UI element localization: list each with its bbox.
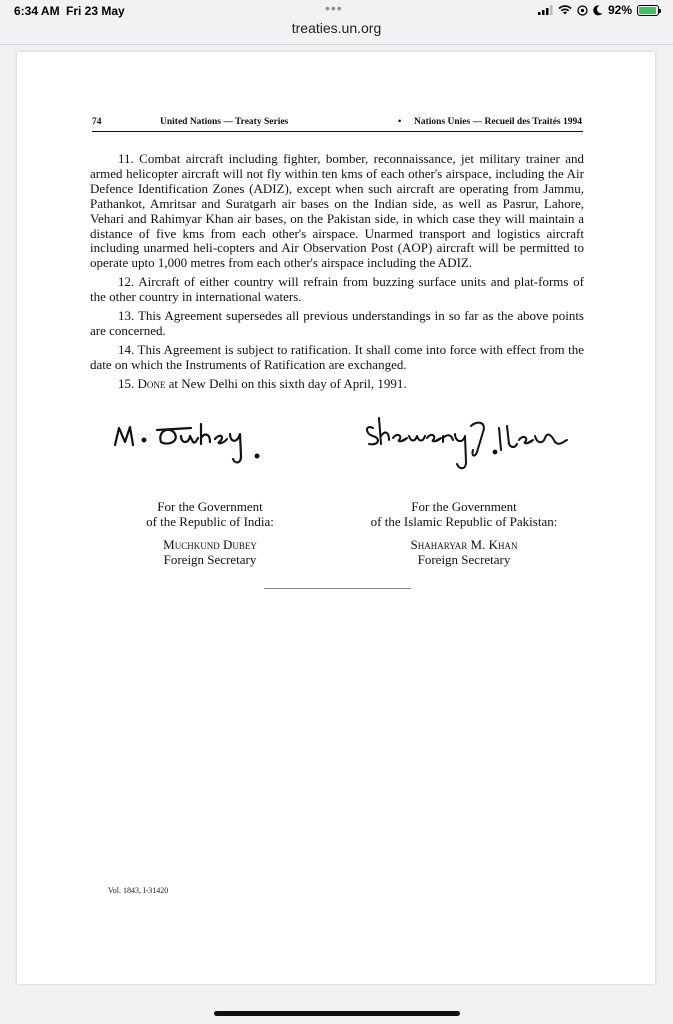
india-signatory-title: Foreign Secretary <box>163 551 257 567</box>
status-date: Fri 23 May <box>66 4 125 18</box>
page-number: 74 <box>92 117 102 127</box>
status-indicators <box>538 3 659 17</box>
battery-icon <box>637 5 659 16</box>
running-head <box>92 117 582 131</box>
signature-india <box>97 412 327 492</box>
paragraph-15 <box>90 377 584 392</box>
signatures <box>97 412 597 492</box>
india-signatory-name: Muchkund Dubey <box>163 537 257 552</box>
paragraph-14: 14. This Agreement is subject to ratification. It shall come into force with effect from the date on which the Instruments of Ratification are exchanged. <box>90 341 584 372</box>
url-text[interactable]: treaties.un.org <box>291 20 382 36</box>
status-time: 6:34 AM <box>14 4 60 18</box>
paragraph-15-number: 15. <box>118 375 135 391</box>
pakistan-gov-line2: of the Islamic Republic of Pakistan: <box>370 513 558 529</box>
volume-year: 1994 <box>563 117 582 127</box>
end-rule <box>264 588 411 589</box>
toolbar-separator <box>0 44 673 45</box>
series-title-en: United Nations — Treaty Series <box>160 117 289 127</box>
signatory-india <box>85 500 335 567</box>
signatory-pakistan <box>339 500 589 567</box>
battery-level-fill <box>639 7 656 14</box>
paragraph-11: 11. Combat aircraft including fighter, bomber, reconnaissance, jet military trainer and armed helicopter aircraft will not fly within ten kms of each other's airspace, including the Air Defence Identification Zones (ADIZ), except when such aircraft are operating from Jammu, Pathankot, Amritsar and Suratgarh air bases on the Indian side, as well as Pasrur, Lahore, Vehari and Rahimyar Khan air bases, on the Pakistan side, in which case they will maintain a distance of five kms from each other's airspace. Unarmed transport and logistics aircraft including unarmed heli-copters and Air Observation Post (AOP) aircraft will be permitted to operate upto 1,000 metres from each other's airspace including the ADIZ. <box>90 151 584 271</box>
battery-percent: 92% <box>607 3 632 17</box>
paragraph-13: 13. This Agreement supersedes all previous understandings in so far as the above points are concerned. <box>90 308 584 338</box>
url-bar[interactable] <box>0 18 673 42</box>
location-lock-icon <box>577 5 588 16</box>
running-head-bullet: • <box>398 117 402 127</box>
cellular-signal-icon <box>538 5 553 15</box>
multitasking-dots[interactable]: ••• <box>325 0 343 16</box>
home-indicator[interactable] <box>214 1011 460 1016</box>
india-gov-line1: For the Government <box>157 499 263 514</box>
treaty-body <box>90 152 584 392</box>
paragraph-15-text: at New Delhi on this sixth day of April, 1991. <box>165 375 407 391</box>
series-title-fr: Nations Unies — Recueil des Traités <box>414 117 561 127</box>
pakistan-signatory-title: Foreign Secretary <box>417 551 511 567</box>
done-word: Done <box>137 375 166 391</box>
do-not-disturb-moon-icon <box>593 5 603 16</box>
india-gov-line2: of the Republic of India: <box>146 513 274 529</box>
pakistan-signatory-name: Shaharyar M. Khan <box>410 537 518 552</box>
running-head-rule <box>92 131 583 132</box>
signature-pakistan <box>359 412 609 492</box>
paragraph-12: 12. Aircraft of either country will refrain from buzzing surface units and plat-forms of the other country in international waters. <box>90 274 584 305</box>
pdf-page <box>17 52 655 984</box>
wifi-icon <box>558 5 572 15</box>
volume-reference: Vol. 1843, I-31420 <box>108 886 169 895</box>
pakistan-gov-line1: For the Government <box>411 499 517 514</box>
